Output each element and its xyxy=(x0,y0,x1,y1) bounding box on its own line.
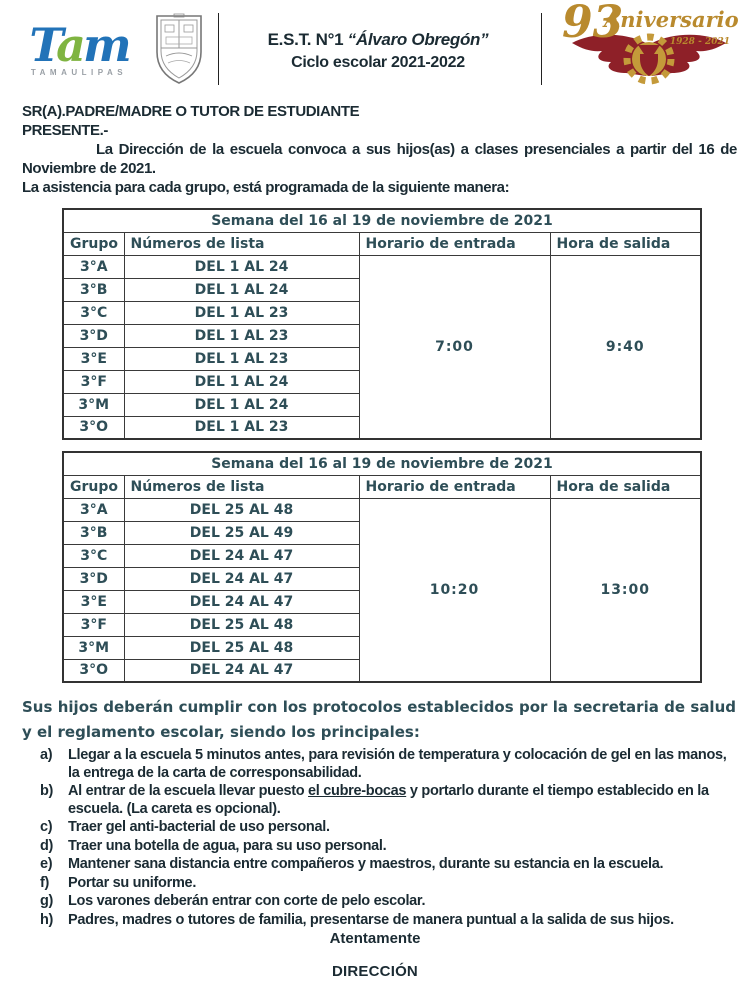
salutation-line-1: SR(A).PADRE/MADRE O TUTOR DE ESTUDIANTE xyxy=(22,103,360,120)
list-range-cell: DEL 1 AL 24 xyxy=(124,370,359,393)
table-header-row xyxy=(63,232,701,255)
group-cell: 3°F xyxy=(63,370,124,393)
list-item-h: h) Padres, madres o tutores de familia, presentarse de manera puntual a la salida de sus hijos. xyxy=(40,911,674,928)
school-name: E.S.T. N°1 “Álvaro Obregón” xyxy=(267,30,489,49)
schedule-table-week1 xyxy=(62,208,702,440)
list-range-cell: DEL 1 AL 23 xyxy=(124,324,359,347)
header-divider-right xyxy=(541,13,542,85)
list-range-cell: DEL 25 AL 49 xyxy=(124,521,359,544)
group-cell: 3°D xyxy=(63,324,124,347)
letter-body xyxy=(22,102,737,197)
list-range-cell: DEL 25 AL 48 xyxy=(124,613,359,636)
list-item-e: e) Mantener sana distancia entre compañeros y maestros, durante su estancia en la escuela. xyxy=(40,856,664,872)
underlined-phrase: el cubre-bocas xyxy=(308,783,407,799)
anniversary-word: Aniversario xyxy=(604,7,739,32)
list-item-d: d) Traer una botella de agua, para su uso personal. xyxy=(40,837,387,854)
table-row xyxy=(63,498,701,521)
list-range-cell: DEL 1 AL 23 xyxy=(124,301,359,324)
schedule-note: La asistencia para cada grupo, está programada de la siguiente manera: xyxy=(22,179,510,196)
school-title xyxy=(227,26,529,72)
col-header-lista: Números de lista xyxy=(124,232,359,255)
school-cycle: Ciclo escolar 2021-2022 xyxy=(291,54,465,71)
letterhead xyxy=(0,0,750,92)
group-cell: 3°F xyxy=(63,613,124,636)
group-cell: 3°C xyxy=(63,301,124,324)
protocols-list xyxy=(40,747,737,929)
entry-time-cell: 7:00 xyxy=(359,255,550,439)
table-title: Semana del 16 al 19 de noviembre de 2021 xyxy=(63,452,701,475)
group-cell: 3°B xyxy=(63,521,124,544)
group-cell: 3°E xyxy=(63,590,124,613)
anniversary-years: 1928 - 2021 xyxy=(669,37,730,47)
table-header-row xyxy=(63,475,701,498)
col-header-salida: Hora de salida xyxy=(550,232,701,255)
list-range-cell: DEL 25 AL 48 xyxy=(124,636,359,659)
list-range-cell: DEL 1 AL 24 xyxy=(124,393,359,416)
list-range-cell: DEL 1 AL 24 xyxy=(124,278,359,301)
list-item-b: b) Al entrar de la escuela llevar puesto el cubre-bocas y portarlo durante el tiempo establecido en la escuela. (La careta es opcional). xyxy=(40,783,709,817)
list-range-cell: DEL 1 AL 23 xyxy=(124,416,359,439)
entry-time-cell: 10:20 xyxy=(359,498,550,682)
protocols-intro: Sus hijos deberán cumplir con los protocolos establecidos por la secretaria de salud y el reglamento escolar, siendo los principales: xyxy=(22,698,736,741)
header-divider-left xyxy=(218,13,219,85)
exit-time-cell: 9:40 xyxy=(550,255,701,439)
intro-paragraph: La Dirección de la escuela convoca a sus hijos(as) a clases presenciales a partir del 16 de Noviembre de 2021. xyxy=(22,141,737,177)
list-item-a: a) Llegar a la escuela 5 minutos antes, para revisión de temperatura y colocación de gel en las manos, la entrega de la carta de corresponsabilidad. xyxy=(40,747,727,781)
list-range-cell: DEL 25 AL 48 xyxy=(124,498,359,521)
group-cell: 3°M xyxy=(63,636,124,659)
col-header-grupo: Grupo xyxy=(63,475,124,498)
anniversary-number: 93 xyxy=(562,0,624,48)
col-header-entrada: Horario de entrada xyxy=(359,475,550,498)
col-header-lista: Números de lista xyxy=(124,475,359,498)
list-range-cell: DEL 24 AL 47 xyxy=(124,567,359,590)
group-cell: 3°C xyxy=(63,544,124,567)
tamaulipas-wordmark: Tam xyxy=(29,17,129,72)
col-header-salida: Hora de salida xyxy=(550,475,701,498)
list-range-cell: DEL 24 AL 47 xyxy=(124,590,359,613)
exit-time-cell: 13:00 xyxy=(550,498,701,682)
group-cell: 3°B xyxy=(63,278,124,301)
col-header-entrada: Horario de entrada xyxy=(359,232,550,255)
list-range-cell: DEL 24 AL 47 xyxy=(124,544,359,567)
schedule-table-week2 xyxy=(62,451,702,683)
list-range-cell: DEL 1 AL 23 xyxy=(124,347,359,370)
table-row xyxy=(63,255,701,278)
tamaulipas-label: TAMAULIPAS xyxy=(30,67,128,77)
group-cell: 3°M xyxy=(63,393,124,416)
group-cell: 3°D xyxy=(63,567,124,590)
list-item-c: c) Traer gel anti-bacterial de uso personal. xyxy=(40,819,330,835)
col-header-grupo: Grupo xyxy=(63,232,124,255)
anniversary-logo xyxy=(558,0,739,93)
list-item-f: f) Portar su uniforme. xyxy=(40,874,197,891)
group-cell: 3°O xyxy=(63,659,124,682)
coat-of-arms-icon xyxy=(152,12,206,86)
closing-atentamente: Atentamente xyxy=(329,930,421,947)
salutation-line-2: PRESENTE.- xyxy=(22,122,109,139)
table-title: Semana del 16 al 19 de noviembre de 2021 xyxy=(63,209,701,232)
tamaulipas-logo xyxy=(20,17,138,77)
list-range-cell: DEL 24 AL 47 xyxy=(124,659,359,682)
group-cell: 3°O xyxy=(63,416,124,439)
group-cell: 3°E xyxy=(63,347,124,370)
list-range-cell: DEL 1 AL 24 xyxy=(124,255,359,278)
group-cell: 3°A xyxy=(63,255,124,278)
closing-direccion: DIRECCIÓN xyxy=(332,963,418,980)
group-cell: 3°A xyxy=(63,498,124,521)
list-item-g: g) Los varones deberán entrar con corte de pelo escolar. xyxy=(40,893,426,909)
